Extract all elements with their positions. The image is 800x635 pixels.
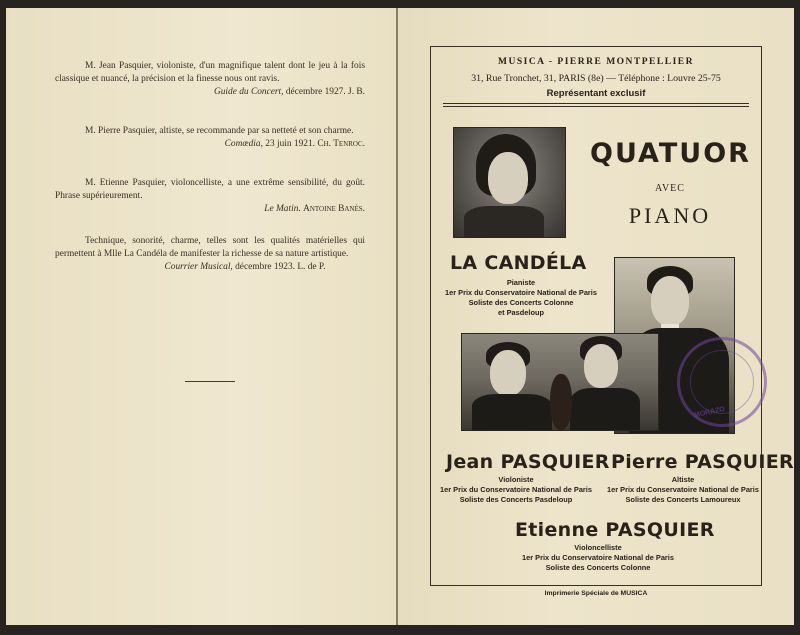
face (490, 350, 526, 396)
cellist-info: Violoncelliste 1er Prix du Conservatoire National de Paris Soliste des Concerts Colonne (522, 543, 674, 572)
review-source: Courrier Musical, décembre 1923. L. de P. (164, 262, 326, 272)
face (651, 276, 689, 326)
violinist-info: Violoniste 1er Prix du Conservatoire National de Paris Soliste des Concerts Pasdeloup (440, 475, 592, 504)
dress (464, 206, 544, 238)
face (488, 152, 528, 204)
title-quatuor: QUATUOR (590, 138, 751, 169)
review-text: M. Pierre Pasquier, altiste, se recommande par sa netteté et son charme. (85, 126, 354, 136)
stamp-text: MORAZO (693, 405, 726, 420)
trio-photo (461, 333, 659, 431)
review-text: M. Etienne Pasquier, violoncelliste, a une extrême sensibilité, du goût. Phrase supérieurement. (55, 178, 365, 201)
review-source: Comœdia, 23 juin 1921. Ch. Tenroc. (224, 139, 365, 149)
pianist-info: Pianiste 1er Prix du Conservatoire National de Paris Soliste des Concerts Colonne et Pasdeloup (445, 278, 597, 317)
violist-name: Pierre PASQUIER (611, 451, 794, 473)
printer-credit: Imprimerie Spéciale de MUSICA (544, 590, 648, 597)
divider (185, 381, 235, 382)
agency-name: MUSICA - PIERRE MONTPELLIER (498, 57, 694, 67)
review-2 (55, 125, 365, 151)
page-fold (396, 8, 398, 625)
violist-info: Altiste 1er Prix du Conservatoire National de Paris Soliste des Concerts Lamoureux (607, 475, 759, 504)
title-avec: AVEC (655, 183, 685, 194)
agency-address: 31, Rue Tronchet, 31, PARIS (8e) — Téléphone : Louvre 25-75 (471, 73, 721, 84)
exclusive-rep: Représentant exclusif (546, 88, 646, 99)
header-rule (443, 106, 749, 107)
title-piano: PIANO (628, 203, 712, 228)
review-3 (55, 177, 365, 216)
review-text: M. Jean Pasquier, violoniste, d'un magnifique talent dont le jeu à la fois classique et nuancé, la précision et la finesse nous ont ravis. (55, 61, 365, 84)
left-page (6, 8, 396, 625)
violinist-name: Jean PASQUIER (446, 451, 610, 473)
pianist-photo (453, 127, 566, 238)
instrument (550, 374, 572, 430)
review-4 (55, 235, 365, 274)
rubber-stamp (677, 337, 767, 427)
header-rule (443, 103, 749, 104)
review-source: Le Matin. Antoine Banès. (264, 204, 365, 214)
review-source: Guide du Concert, décembre 1927. J. B. (213, 87, 365, 97)
cellist-name: Etienne PASQUIER (515, 519, 715, 541)
review-text: Technique, sonorité, charme, telles sont les qualités matérielles qui permettent à Mlle La Candéla de manifester la richesse de sa nature artistique. (55, 236, 365, 259)
suit (472, 394, 552, 431)
stamp-ring (690, 350, 754, 414)
suit (570, 388, 640, 431)
face (584, 344, 618, 388)
review-1 (55, 60, 365, 99)
pianist-name: LA CANDÉLA (450, 252, 587, 274)
